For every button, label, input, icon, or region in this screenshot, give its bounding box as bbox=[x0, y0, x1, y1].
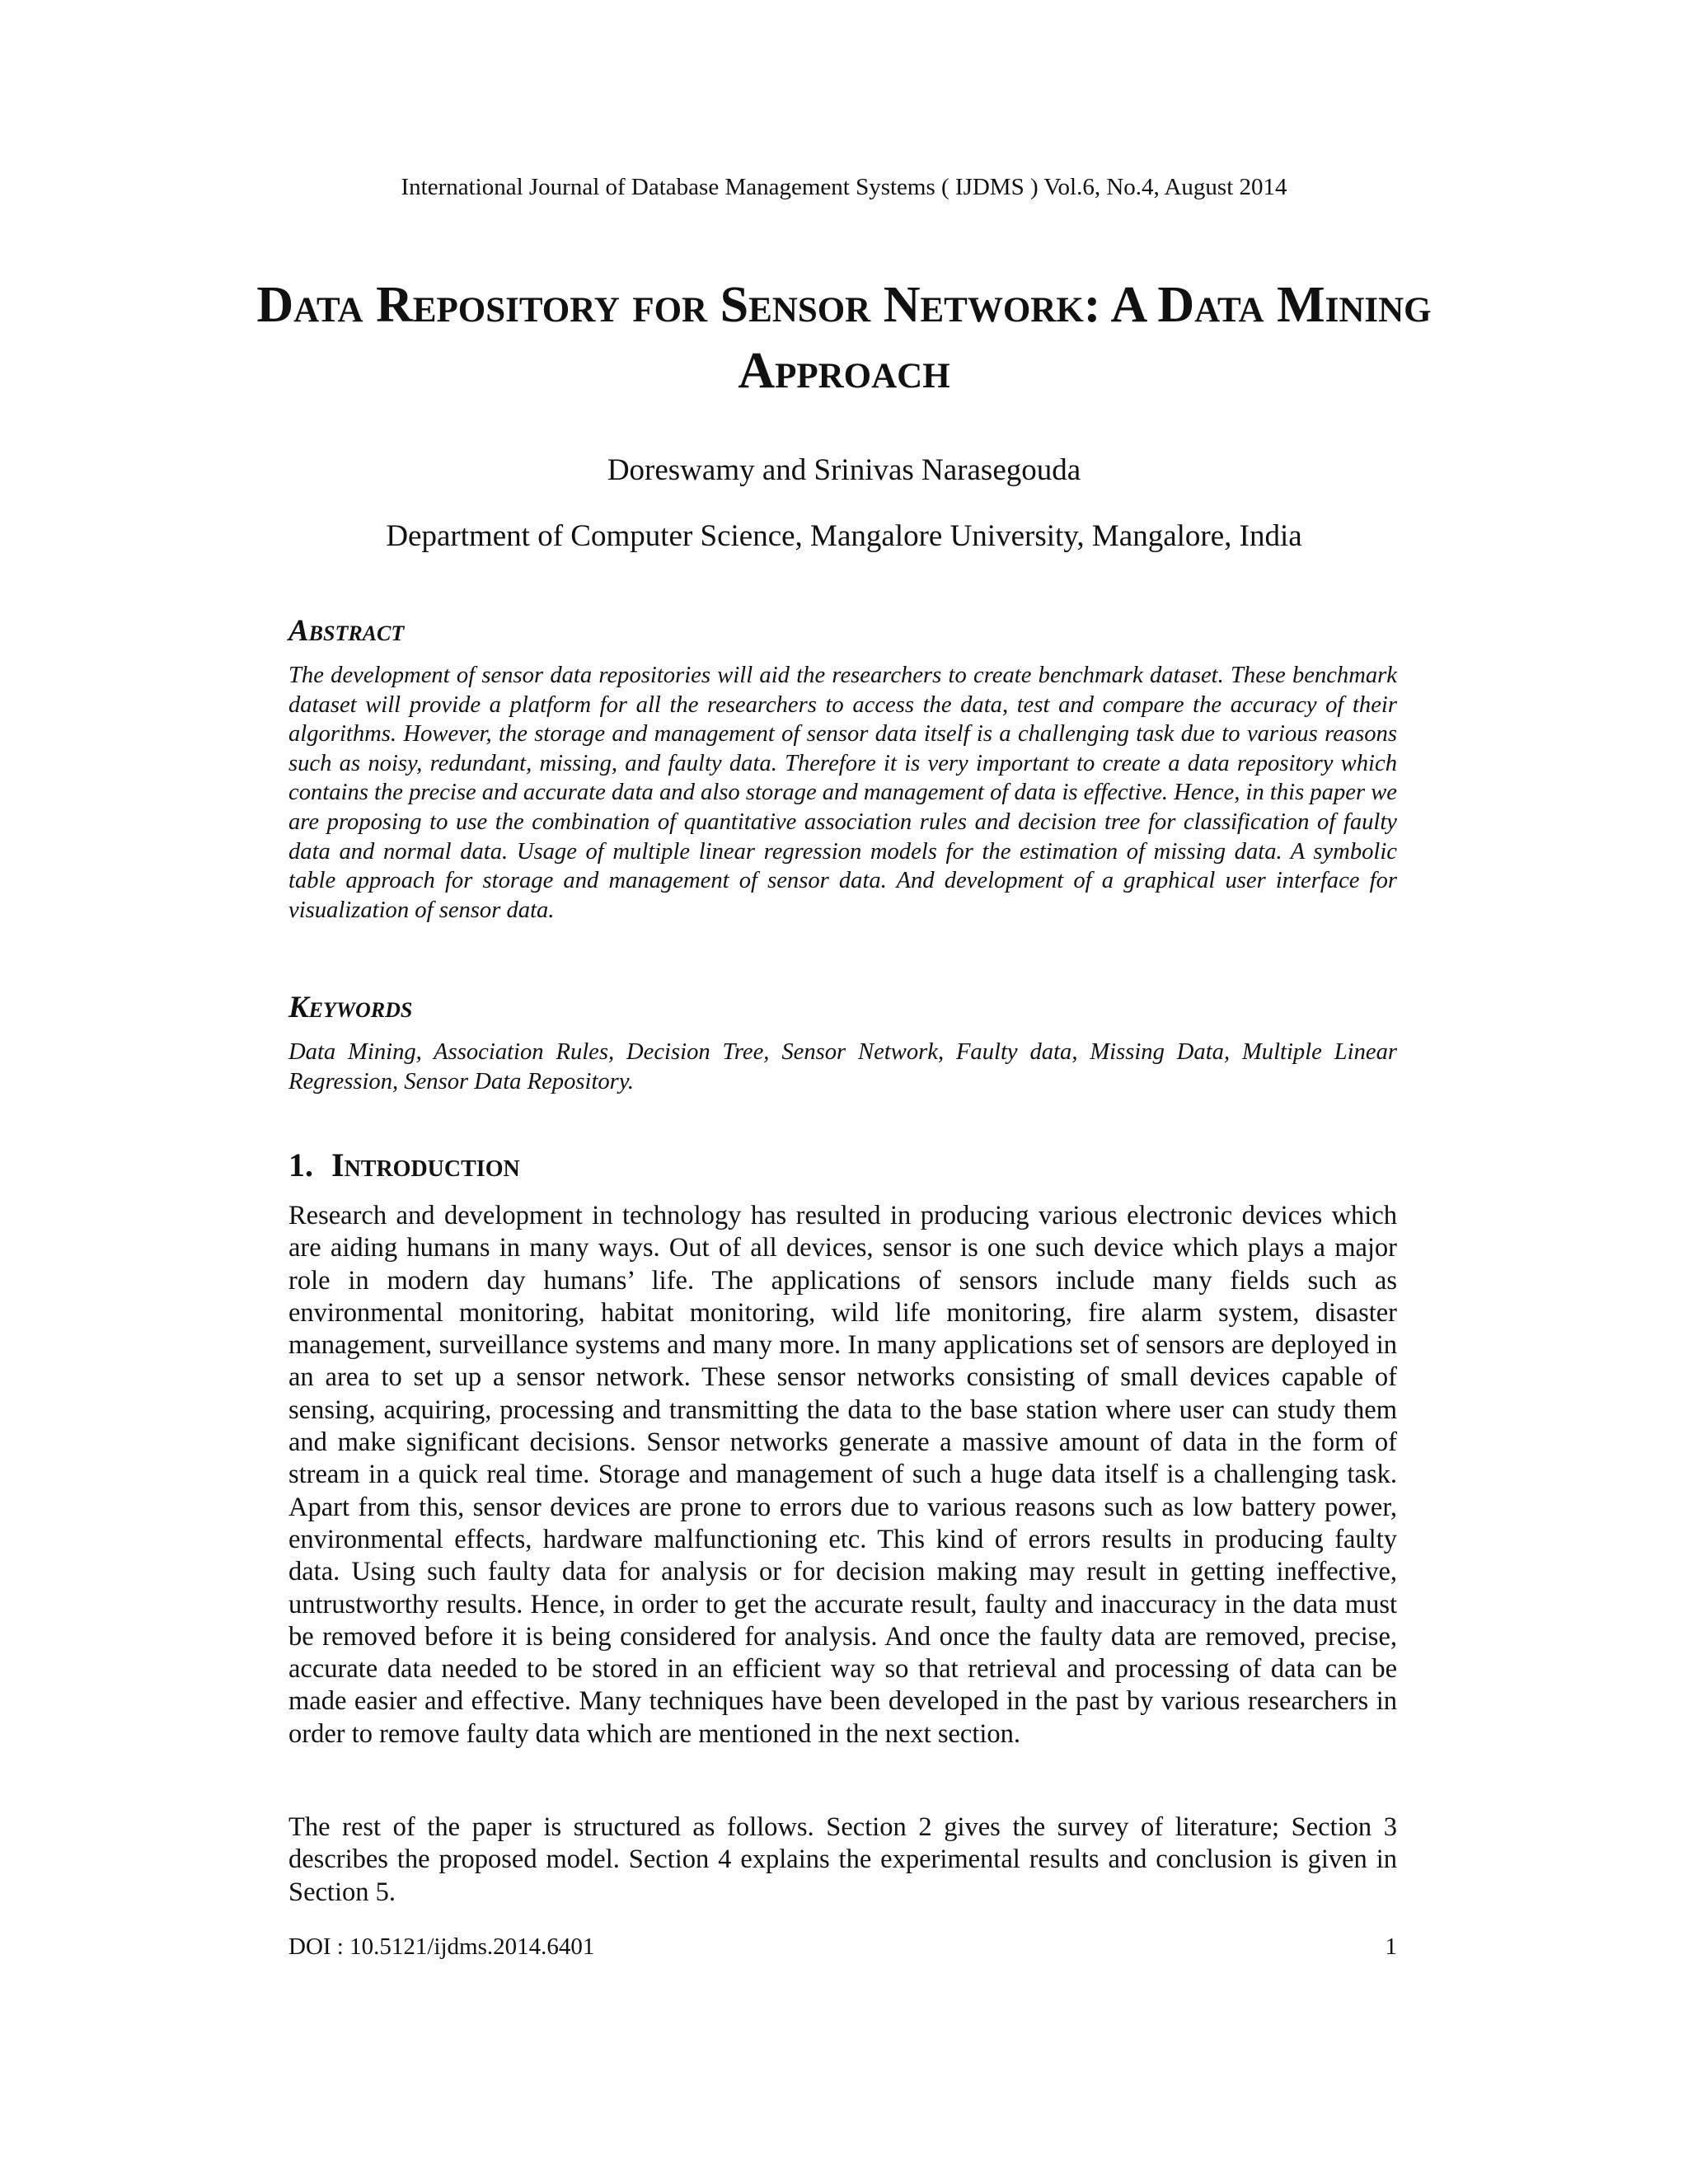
abstract-text: The development of sensor data repositories will aid the researchers to create benchmark dataset. These benchmark dataset will provide a platform for all the researchers to access the data, test and compare the accuracy of their algorithms. However, the storage and management of sensor data itself is a challenging task due to various reasons such as noisy, redundant, missing, and faulty data. Therefore it is very important to create a data repository which contains the precise and accurate data and also storage and management of data is effective. Hence, in this paper we are proposing to use the combination of quantitative association rules and decision tree for classification of faulty data and normal data. Usage of multiple linear regression models for the estimation of missing data. A symbolic table approach for storage and management of sensor data. And development of a graphical user interface for visualization of sensor data. bbox=[288, 663, 1397, 923]
keywords-heading: Keywords bbox=[288, 991, 413, 1024]
introduction-paragraph: Research and development in technology has resulted in producing various electronic devices which are aiding humans in many ways. Out of all devices, sensor is one such device which plays a major role in modern day humans’ life. The applications of sensors include many fields such as environmental monitoring, habitat monitoring, wild life monitoring, fire alarm system, disaster management, surveillance systems and many more. In many applications set of sensors are deployed in an area to set up a sensor network. These sensor networks consisting of small devices capable of sensing, acquiring, processing and transmitting the data to the base station where user can study them and make significant decisions. Sensor networks generate a massive amount of data in the form of stream in a quick real time. Storage and management of such a huge data itself is a challenging task. Apart from this, sensor devices are prone to errors due to various reasons such as low battery power, environmental effects, hardware malfunctioning etc. This kind of errors results in producing faulty data. Using such faulty data for analysis or for decision making may result in getting ineffective, untrustworthy results. Hence, in order to get the accurate result, faulty and inaccuracy in the data must be removed before it is being considered for analysis. And once the faulty data are removed, precise, accurate data needed to be stored in an efficient way so that retrieval and processing of data can be made easier and effective. Many techniques have been developed in the past by various researchers in order to remove faulty data which are mentioned in the next section. bbox=[288, 1201, 1397, 1749]
doi-footer: DOI : 10.5121/ijdms.2014.6401 bbox=[288, 1933, 595, 1960]
page-number: 1 bbox=[1385, 1933, 1397, 1960]
section-title: Introduction bbox=[331, 1146, 520, 1183]
introduction-heading bbox=[288, 1146, 520, 1185]
keywords-text: Data Mining, Association Rules, Decision Tree, Sensor Network, Faulty data, Missing Data, Multiple Linear Regression, Sensor Data Repository. bbox=[288, 1039, 1397, 1094]
introduction-paragraph: The rest of the paper is structured as follows. Section 2 gives the survey of literature; Section 3 describes the proposed model. Section 4 explains the experimental results and conclusion is given in Section 5. bbox=[288, 1812, 1397, 1907]
section-number: 1. bbox=[288, 1146, 313, 1183]
authors: Doreswamy and Srinivas Narasegouda bbox=[607, 453, 1081, 487]
paper-title: Data Repository for Sensor Network: A Data Mining Approach bbox=[256, 277, 1432, 399]
running-header: International Journal of Database Management Systems ( IJDMS ) Vol.6, No.4, August 2014 bbox=[401, 174, 1287, 200]
affiliation: Department of Computer Science, Mangalore University, Mangalore, India bbox=[386, 519, 1302, 553]
abstract-heading: Abstract bbox=[288, 614, 405, 648]
